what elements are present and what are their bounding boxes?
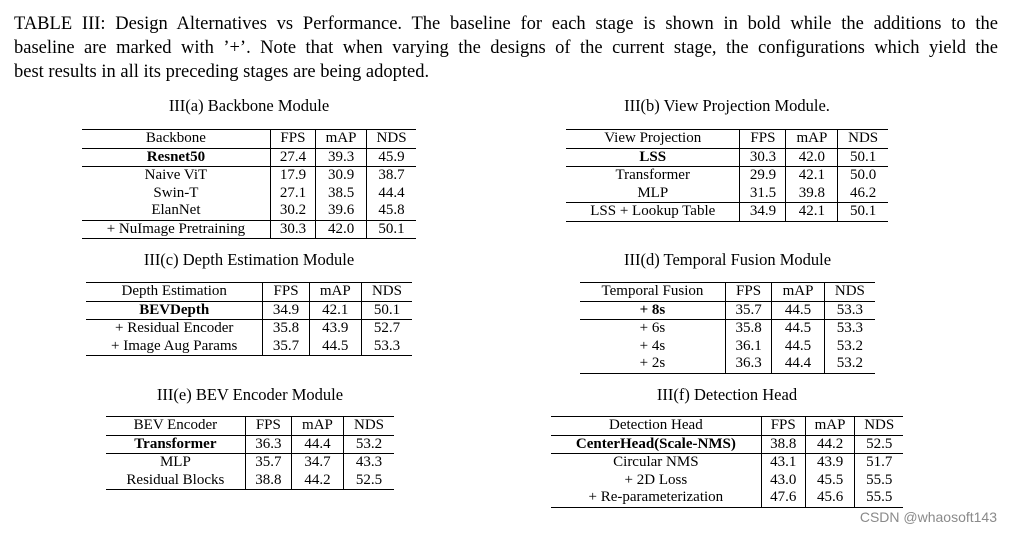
header-cell: NDS [344, 417, 394, 436]
watermark: CSDN @whaosoft143 [859, 509, 997, 525]
caption-line-1: TABLE III: Design Alternatives vs Performance. The baseline for each stage is shown in bold while the additions to the [14, 14, 998, 34]
header-cell: mAP [805, 417, 855, 436]
cell: 38.8 [245, 472, 291, 490]
table-row [106, 435, 394, 454]
header-cell: Backbone [145, 130, 206, 146]
cell: Transformer [615, 167, 690, 183]
header-cell: mAP [772, 283, 824, 302]
subtable-f-table [551, 416, 903, 508]
header-cell: mAP [309, 283, 361, 302]
table-row [551, 435, 903, 454]
cell: 50.1 [367, 220, 416, 239]
header-cell: Detection Head [609, 417, 703, 433]
cell: 45.8 [367, 202, 416, 220]
cell: 39.3 [316, 148, 367, 167]
cell: 44.4 [772, 355, 824, 373]
cell: 36.3 [725, 355, 771, 373]
cell: 43.9 [309, 320, 361, 338]
cell: 34.7 [291, 454, 343, 472]
table-row [106, 454, 394, 472]
caption-line-3: best results in all its preceding stages are being adopted. [14, 62, 430, 82]
header-row [82, 130, 416, 149]
subtable-b-table [566, 129, 888, 222]
cell: 42.1 [786, 167, 838, 185]
subtable-a-table [82, 129, 416, 239]
header-row [86, 283, 412, 302]
header-row [106, 417, 394, 436]
cell: 38.7 [367, 167, 416, 185]
header-cell: NDS [361, 283, 412, 302]
header-cell: View Projection [604, 130, 702, 146]
table-row [106, 472, 394, 490]
subtable-e-title: III(e) BEV Encoder Module [156, 385, 344, 404]
cell: + Residual Encoder [115, 320, 234, 336]
subtable-e [106, 385, 394, 488]
cell: Circular NMS [613, 454, 699, 470]
header-cell: FPS [263, 283, 309, 302]
cell: 43.9 [805, 454, 855, 472]
cell: 31.5 [740, 185, 786, 203]
cell: 53.2 [344, 435, 394, 454]
header-row [580, 283, 875, 302]
header-cell: mAP [786, 130, 838, 149]
table-row [580, 320, 875, 338]
subtable-a-title: III(a) Backbone Module [168, 96, 330, 115]
caption-line-2: baseline are marked with ’+’. Note that when varying the designs of the current stage, the configurations which yield the [14, 38, 998, 58]
cell: 27.1 [270, 185, 315, 203]
cell: CenterHead(Scale-NMS) [575, 435, 736, 452]
cell: LSS + Lookup Table [590, 203, 716, 219]
cell: 53.2 [824, 338, 875, 356]
cell: 29.9 [740, 167, 786, 185]
subtable-b [566, 96, 888, 219]
table-row [82, 167, 416, 185]
cell: 35.7 [725, 301, 771, 320]
cell: 43.1 [761, 454, 805, 472]
cell: 44.5 [772, 301, 824, 320]
cell: 44.2 [805, 435, 855, 454]
cell: + 4s [639, 337, 666, 354]
header-cell: FPS [740, 130, 786, 149]
cell: 55.5 [855, 489, 903, 507]
cell: 44.4 [291, 435, 343, 454]
cell: 50.0 [838, 167, 888, 185]
cell: 30.2 [270, 202, 315, 220]
cell: Naive ViT [144, 167, 208, 183]
cell: 47.6 [761, 489, 805, 507]
table-row [551, 472, 903, 490]
cell: 17.9 [270, 167, 315, 185]
subtable-b-title: III(b) View Projection Module. [624, 96, 830, 115]
header-cell: Temporal Fusion [601, 283, 704, 299]
header-cell: FPS [270, 130, 315, 149]
table-row [86, 301, 412, 320]
cell: 36.1 [725, 338, 771, 356]
cell: Residual Blocks [126, 471, 225, 488]
header-cell: FPS [761, 417, 805, 436]
cell: 53.3 [824, 320, 875, 338]
table-row [86, 320, 412, 338]
cell: 51.7 [855, 454, 903, 472]
subtable-e-table [106, 416, 394, 490]
cell: LSS [639, 148, 667, 165]
header-cell: mAP [316, 130, 367, 149]
cell: + NuImage Pretraining [106, 220, 246, 237]
cell: 50.1 [838, 148, 888, 167]
cell: Transformer [134, 435, 217, 452]
cell: 34.9 [263, 301, 309, 320]
table-caption [14, 12, 998, 84]
header-row [551, 417, 903, 436]
cell: + Image Aug Params [111, 337, 238, 354]
header-cell: FPS [245, 417, 291, 436]
subtable-c-table [86, 282, 412, 356]
cell: 44.5 [772, 320, 824, 338]
cell: MLP [637, 184, 669, 201]
table-row [551, 489, 903, 507]
subtable-f-title: III(f) Detection Head [656, 385, 798, 404]
cell: BEVDepth [139, 301, 210, 318]
subtable-d-table [580, 282, 875, 374]
cell: Resnet50 [146, 148, 206, 165]
cell: 44.5 [772, 338, 824, 356]
header-cell: mAP [291, 417, 343, 436]
cell: 42.1 [309, 301, 361, 320]
cell: 44.5 [309, 338, 361, 356]
cell: 43.3 [344, 454, 394, 472]
table-row [566, 167, 888, 185]
cell: 36.3 [245, 435, 291, 454]
subtable-f [551, 385, 903, 505]
cell: 35.7 [245, 454, 291, 472]
cell: 45.9 [367, 148, 416, 167]
cell: MLP [159, 454, 191, 470]
table-row [566, 203, 888, 222]
table-row [566, 148, 888, 167]
cell: + 2s [639, 355, 666, 371]
cell: 53.3 [824, 301, 875, 320]
header-cell: NDS [855, 417, 903, 436]
cell: 53.3 [361, 338, 412, 356]
header-cell: FPS [725, 283, 771, 302]
cell: 50.1 [838, 203, 888, 222]
cell: 50.1 [361, 301, 412, 320]
table-row [82, 220, 416, 239]
subtable-c-title: III(c) Depth Estimation Module [143, 250, 355, 269]
cell: 53.2 [824, 355, 875, 373]
cell: 30.9 [316, 167, 367, 185]
table-row [82, 148, 416, 167]
cell: 52.5 [855, 435, 903, 454]
table-row [86, 338, 412, 356]
cell: 45.6 [805, 489, 855, 507]
table-row [580, 301, 875, 320]
cell: 52.5 [344, 472, 394, 490]
cell: 30.3 [270, 220, 315, 239]
cell: 43.0 [761, 472, 805, 490]
cell: 42.0 [316, 220, 367, 239]
header-cell: NDS [838, 130, 888, 149]
cell: + 8s [639, 301, 666, 318]
cell: 30.3 [740, 148, 786, 167]
subtable-a [82, 96, 416, 237]
cell: 44.4 [367, 185, 416, 203]
table-row [82, 185, 416, 203]
table-row [580, 338, 875, 356]
cell: 42.1 [786, 203, 838, 222]
cell: + 2D Loss [624, 471, 688, 488]
cell: 39.8 [786, 185, 838, 203]
cell: Swin-T [153, 184, 199, 201]
header-row [566, 130, 888, 149]
cell: + Re-parameterization [588, 489, 724, 505]
subtable-d-title: III(d) Temporal Fusion Module [623, 250, 832, 269]
cell: 35.8 [725, 320, 771, 338]
cell: 45.5 [805, 472, 855, 490]
subtable-c [86, 250, 412, 354]
subtable-d [580, 250, 875, 371]
table-row [551, 454, 903, 472]
cell: 27.4 [270, 148, 315, 167]
cell: 39.6 [316, 202, 367, 220]
cell: ElanNet [151, 202, 201, 218]
table-row [580, 355, 875, 373]
cell: 35.7 [263, 338, 309, 356]
table-row [566, 185, 888, 203]
cell: + 6s [639, 320, 666, 336]
cell: 38.8 [761, 435, 805, 454]
cell: 38.5 [316, 185, 367, 203]
cell: 35.8 [263, 320, 309, 338]
table-row [82, 202, 416, 220]
header-cell: NDS [367, 130, 416, 149]
cell: 52.7 [361, 320, 412, 338]
header-cell: BEV Encoder [133, 417, 218, 433]
cell: 55.5 [855, 472, 903, 490]
cell: 42.0 [786, 148, 838, 167]
header-cell: NDS [824, 283, 875, 302]
cell: 46.2 [838, 185, 888, 203]
header-cell: Depth Estimation [121, 283, 227, 299]
cell: 44.2 [291, 472, 343, 490]
cell: 34.9 [740, 203, 786, 222]
